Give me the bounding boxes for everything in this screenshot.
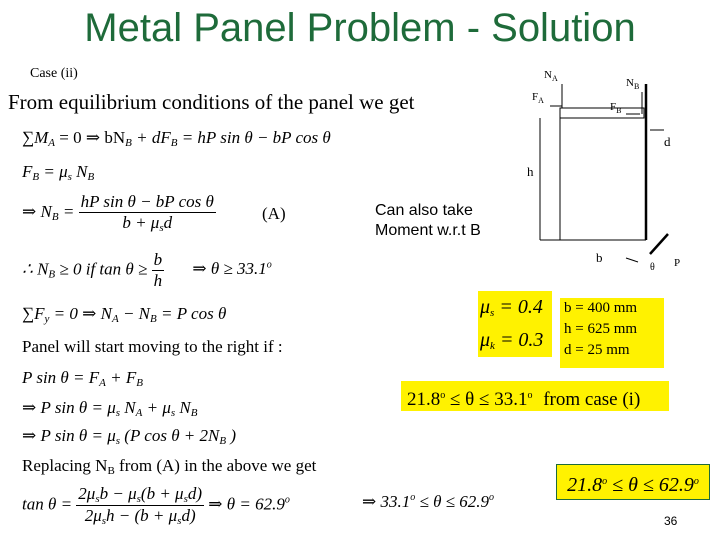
page-title: Metal Panel Problem - Solution — [84, 6, 636, 50]
range-case-i: $21.8^o \le \theta \le 33.1^o$ from case (i) — [401, 381, 669, 411]
label-fb: $F_B$ — [610, 101, 622, 115]
equation-nb-condition: ∴ $N_B \ge 0$ if tan θ ≥ $\frac{b}{h}$ ⇒ $\theta \ge 33.1^o$ — [22, 250, 272, 290]
label-na: $N_A$ — [544, 69, 558, 83]
intro-text: From equilibrium conditions of the panel we get — [8, 90, 415, 114]
case-label: Case (ii) — [30, 66, 78, 81]
label-theta: θ — [650, 262, 655, 273]
equation-nb-solution: ⇒ $N_B$ = $\frac{\text{hP sin θ − bP cos θ}}{b + \mu_sd}$ — [22, 192, 214, 234]
equation-final-range: ⇒ $33.1^o \le \theta \le 62.9^o$ — [362, 492, 495, 511]
replacing-text: Replacing $N_B$ from (A) in the above we get — [22, 456, 317, 477]
page-number: 36 — [664, 514, 678, 528]
equation-p-sin-cos: ⇒ P $\sin \theta = \mu_s$ (P $\cos \theta + 2N_B$ ) — [22, 426, 237, 447]
force-p-arrow — [650, 234, 668, 254]
label-p: P — [674, 257, 681, 269]
equation-tan-theta: tan θ = $\frac{2\mu_sb - \mu_s(b + \mu_sd)}{2\mu_sh - (b + \mu_sd)}$ ⇒ $\theta = 62.9^o$ — [22, 484, 290, 527]
equation-p-sin-mu: ⇒ P $\sin \theta = \mu_s$ $N_A + \mu_s$ $N_B$ — [22, 398, 198, 419]
moment-note: Can also take Moment w.r.t B — [375, 202, 481, 239]
label-nb: $N_B$ — [626, 77, 640, 91]
equation-friction-b: $F_B = \mu_s$ $N_B$ — [22, 162, 95, 183]
panel-diagram — [500, 64, 712, 274]
panel-moving-text: Panel will start moving to the right if : — [22, 337, 283, 356]
equation-tag-a: (A) — [262, 204, 286, 223]
dimensions-box: b = 400 mm h = 625 mm d = 25 mm — [560, 298, 664, 368]
label-fa: $F_A$ — [532, 91, 544, 105]
mu-k-value: $\mu_k = 0.3$ — [480, 329, 544, 352]
mu-s-value: $\mu_s = 0.4$ — [480, 296, 543, 319]
final-range-box: $21.8^o \le \theta \le 62.9^o$ — [556, 464, 710, 500]
label-b: b — [596, 250, 603, 265]
label-d: d — [664, 134, 671, 149]
friction-coefficients-box — [478, 291, 552, 357]
equation-force-y: $\sum F_y = 0$ ⇒ $N_A - N_B = P$ cos θ — [22, 304, 227, 325]
equation-moment-a: $\sum M_A = 0$ ⇒ $bN_B + dF_B$ = hP sin θ − bP cos θ — [22, 128, 331, 149]
label-h: h — [527, 164, 534, 179]
panel-top — [560, 108, 644, 118]
equation-p-sin: P $\sin \theta = F_A + F_B$ — [22, 368, 143, 389]
